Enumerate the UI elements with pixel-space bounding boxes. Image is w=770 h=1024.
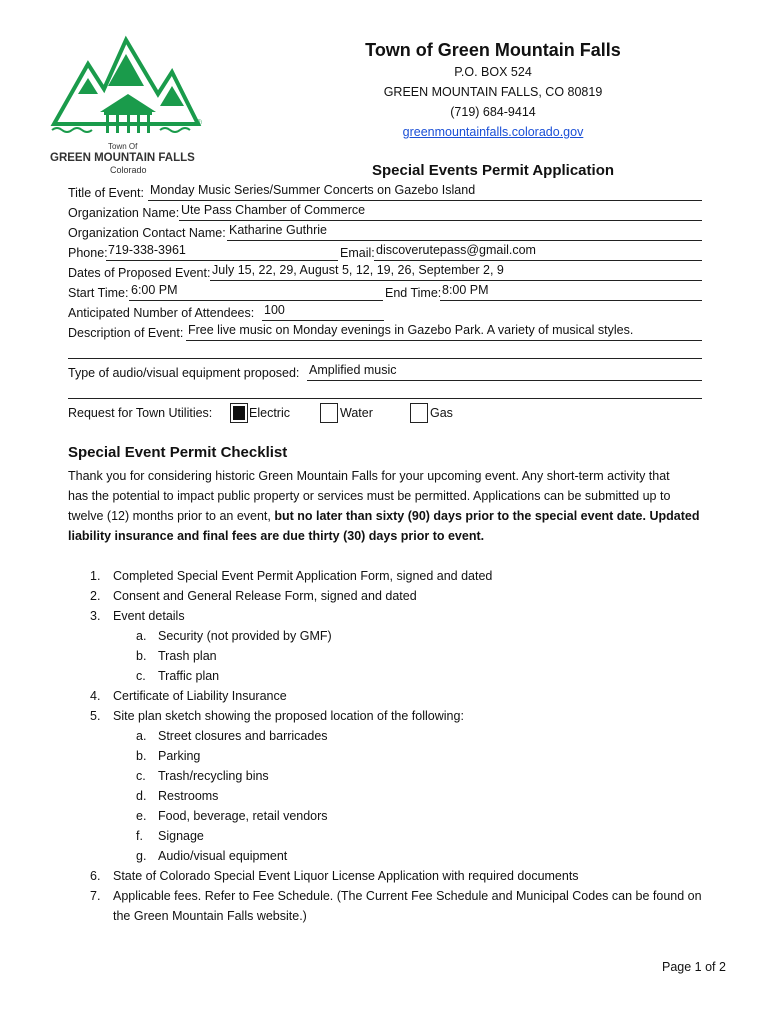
attendees-label: Anticipated Number of Attendees:: [68, 306, 255, 320]
list-item-number: 5.: [90, 709, 101, 723]
form-heading: Special Events Permit Application: [372, 162, 615, 179]
phone-underline: [106, 260, 338, 261]
water-label: Water: [340, 406, 373, 420]
start-underline: [129, 300, 383, 301]
intro-line-4: liability insurance and final fees are due thirty (30) days prior to event.: [68, 529, 485, 543]
gas-checkbox[interactable]: [410, 403, 428, 423]
list-item-text: Food, beverage, retail vendors: [158, 809, 328, 823]
desc-field[interactable]: Free live music on Monday evenings in Gazebo Park. A variety of musical styles.: [188, 323, 634, 337]
utilities-label: Request for Town Utilities:: [68, 406, 213, 420]
title-label: Title of Event:: [68, 186, 144, 200]
org-field[interactable]: Ute Pass Chamber of Commerce: [181, 203, 366, 217]
page-title: Town of Green Mountain Falls: [365, 40, 621, 60]
intro-line-3-bold: but no later than sixty (90) days prior to the special event date. Updated: [274, 509, 700, 523]
desc-label: Description of Event:: [68, 326, 184, 340]
list-item-number: 7.: [90, 889, 101, 903]
list-item-text: Applicable fees. Refer to Fee Schedule. (The Current Fee Schedule and Municipal Codes can be found on: [113, 889, 702, 903]
website-link[interactable]: greenmountainfalls.colorado.gov: [402, 125, 584, 139]
start-label: Start Time:: [68, 286, 129, 300]
intro-line-3: [68, 506, 708, 526]
address-line-2: GREEN MOUNTAIN FALLS, CO 80819: [383, 85, 603, 99]
list-item-text: Trash/recycling bins: [158, 769, 269, 783]
intro-line-3-text: twelve (12) months prior to an event,: [68, 509, 275, 523]
list-item-text: Trash plan: [158, 649, 217, 663]
desc-underline: [186, 340, 702, 341]
contact-field[interactable]: Katharine Guthrie: [229, 223, 327, 237]
list-item-number: b.: [136, 649, 147, 663]
phone-number: (719) 684-9414: [450, 105, 536, 119]
town-logo: [48, 34, 208, 179]
checklist-heading: Special Event Permit Checklist: [68, 444, 288, 461]
dates-field[interactable]: July 15, 22, 29, August 5, 12, 19, 26, September 2, 9: [212, 263, 504, 277]
intro-line-2: has the potential to impact public property or services must be permitted. Applications can be submitted up to: [68, 489, 671, 503]
org-label: Organization Name:: [68, 206, 180, 220]
list-item-number: d.: [136, 789, 147, 803]
list-item-number: c.: [136, 669, 146, 683]
contact-label: Organization Contact Name:: [68, 226, 226, 240]
mountain-gazebo-icon: [48, 34, 208, 134]
av-underline: [307, 380, 702, 381]
electric-checkbox[interactable]: [230, 403, 248, 423]
list-item-text: the Green Mountain Falls website.): [113, 909, 307, 923]
address-line-1: P.O. BOX 524: [454, 65, 532, 79]
end-underline: [440, 300, 702, 301]
logo-name: GREEN MOUNTAIN FALLS: [50, 152, 195, 164]
list-item-text: Consent and General Release Form, signed and dated: [113, 589, 417, 603]
dates-underline: [210, 280, 702, 281]
list-item-number: a.: [136, 729, 147, 743]
list-item-number: g.: [136, 849, 147, 863]
av-field[interactable]: Amplified music: [309, 363, 397, 377]
start-field[interactable]: 6:00 PM: [131, 283, 178, 297]
list-item-number: 4.: [90, 689, 101, 703]
title-field[interactable]: Monday Music Series/Summer Concerts on Gazebo Island: [150, 183, 476, 197]
av-label: Type of audio/visual equipment proposed:: [68, 366, 300, 380]
list-item-number: 3.: [90, 609, 101, 623]
title-underline: [148, 200, 702, 201]
page-number: Page 1 of 2: [662, 960, 726, 974]
org-underline: [179, 220, 702, 221]
email-label: Email:: [340, 246, 375, 260]
list-item-text: State of Colorado Special Event Liquor License Application with required documents: [113, 869, 579, 883]
end-field[interactable]: 8:00 PM: [442, 283, 489, 297]
logo-registered: ®: [196, 118, 202, 127]
email-underline: [374, 260, 702, 261]
list-item-number: 1.: [90, 569, 101, 583]
dates-label: Dates of Proposed Event:: [68, 266, 211, 280]
gas-label: Gas: [430, 406, 453, 420]
list-item-text: Completed Special Event Permit Application Form, signed and dated: [113, 569, 493, 583]
list-item-text: Traffic plan: [158, 669, 220, 683]
desc-underline-2: [68, 358, 702, 359]
list-item-text: Parking: [158, 749, 201, 763]
attendees-underline: [262, 320, 384, 321]
intro-line-1: Thank you for considering historic Green Mountain Falls for your upcoming event. Any short-term activity that: [68, 469, 670, 483]
list-item-text: Certificate of Liability Insurance: [113, 689, 287, 703]
list-item-text: Audio/visual equipment: [158, 849, 288, 863]
attendees-field[interactable]: 100: [264, 303, 285, 317]
list-item-number: f.: [136, 829, 143, 843]
list-item-text: Signage: [158, 829, 204, 843]
contact-underline: [227, 240, 702, 241]
list-item-text: Restrooms: [158, 789, 219, 803]
list-item-number: a.: [136, 629, 147, 643]
logo-state: Colorado: [110, 165, 147, 175]
list-item-number: 2.: [90, 589, 101, 603]
logo-small-text: Town Of: [108, 142, 138, 151]
electric-label: Electric: [249, 406, 290, 420]
list-item-number: c.: [136, 769, 146, 783]
list-item-number: e.: [136, 809, 147, 823]
list-item-text: Street closures and barricades: [158, 729, 328, 743]
av-underline-2: [68, 398, 702, 399]
list-item-number: b.: [136, 749, 147, 763]
list-item-text: Site plan sketch showing the proposed location of the following:: [113, 709, 464, 723]
water-checkbox[interactable]: [320, 403, 338, 423]
email-field[interactable]: discoverutepass@gmail.com: [376, 243, 536, 257]
list-item-number: 6.: [90, 869, 101, 883]
end-label: End Time:: [385, 286, 442, 300]
list-item-text: Event details: [113, 609, 185, 623]
phone-field[interactable]: 719-338-3961: [108, 243, 186, 257]
list-item-text: Security (not provided by GMF): [158, 629, 332, 643]
phone-label: Phone:: [68, 246, 108, 260]
